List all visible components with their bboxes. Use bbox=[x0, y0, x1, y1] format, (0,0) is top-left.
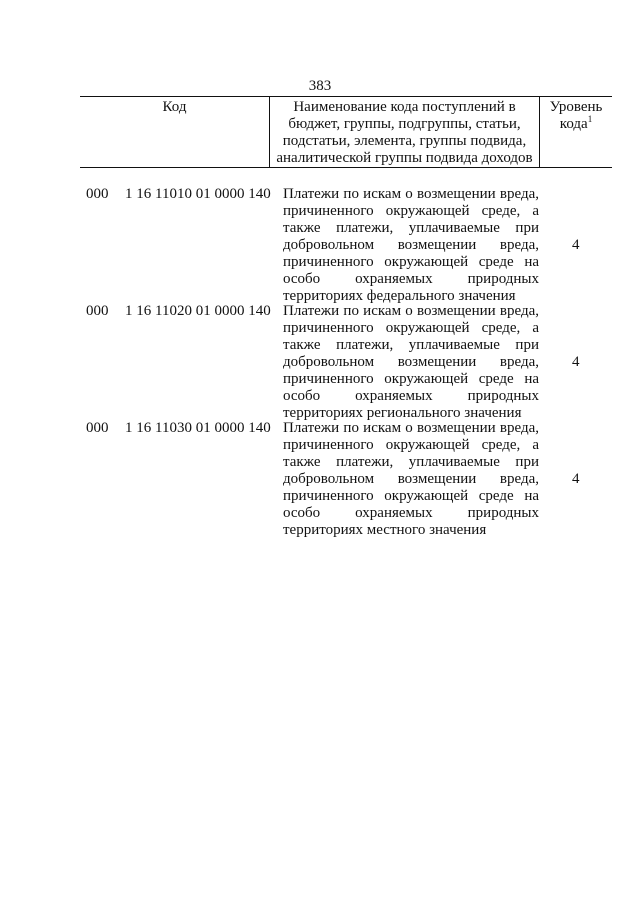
description-line: причиненного окружающей среде на bbox=[283, 488, 539, 504]
description-line: причиненного окружающей среде на bbox=[283, 254, 539, 270]
header-name-line: аналитической группы подвида доходов bbox=[276, 150, 533, 166]
admin-code: 000 bbox=[86, 186, 109, 202]
header-level bbox=[540, 99, 612, 133]
description-line: территориях регионального значения bbox=[283, 405, 522, 421]
code-level: 4 bbox=[572, 471, 580, 487]
table-body bbox=[80, 186, 612, 537]
description-line: причиненного окружающей среде, а bbox=[283, 320, 539, 336]
description-line: добровольном возмещении вреда, bbox=[283, 354, 539, 370]
admin-code: 000 bbox=[86, 420, 109, 436]
header-level-line: Уровень bbox=[549, 99, 603, 115]
header-name-line: Наименование кода поступлений в bbox=[293, 99, 516, 115]
header-level-word: кода bbox=[559, 116, 588, 132]
table-header bbox=[80, 96, 612, 168]
code-level: 4 bbox=[572, 354, 580, 370]
description-line: также платежи, уплачиваемые при bbox=[283, 220, 539, 236]
income-description bbox=[283, 420, 539, 539]
description-line: территориях федерального значения bbox=[283, 288, 516, 304]
table-row bbox=[80, 420, 612, 537]
description-line: Платежи по искам о возмещении вреда, bbox=[283, 303, 539, 319]
page-number: 383 bbox=[308, 78, 332, 94]
description-line: особо охраняемых природных bbox=[283, 271, 539, 287]
header-name bbox=[270, 99, 539, 167]
description-line: также платежи, уплачиваемые при bbox=[283, 454, 539, 470]
description-line: Платежи по искам о возмещении вреда, bbox=[283, 420, 539, 436]
income-code: 1 16 11030 01 0000 140 bbox=[125, 420, 271, 436]
description-line: Платежи по искам о возмещении вреда, bbox=[283, 186, 539, 202]
header-level-line bbox=[540, 116, 612, 133]
description-line: причиненного окружающей среде на bbox=[283, 371, 539, 387]
admin-code: 000 bbox=[86, 303, 109, 319]
income-description bbox=[283, 186, 539, 305]
description-line: особо охраняемых природных bbox=[283, 505, 539, 521]
table-row bbox=[80, 186, 612, 303]
description-line: также платежи, уплачиваемые при bbox=[283, 337, 539, 353]
header-name-line: подстатьи, элемента, группы подвида, bbox=[282, 133, 527, 149]
header-name-line: бюджет, группы, подгруппы, статьи, bbox=[288, 116, 521, 132]
income-description bbox=[283, 303, 539, 422]
description-line: добровольном возмещении вреда, bbox=[283, 471, 539, 487]
description-line: причиненного окружающей среде, а bbox=[283, 203, 539, 219]
table-row bbox=[80, 303, 612, 420]
footnote-marker: 1 bbox=[587, 114, 593, 124]
description-line: добровольном возмещении вреда, bbox=[283, 237, 539, 253]
description-line: территориях местного значения bbox=[283, 522, 487, 538]
description-line: причиненного окружающей среде, а bbox=[283, 437, 539, 453]
income-code: 1 16 11020 01 0000 140 bbox=[125, 303, 271, 319]
income-code: 1 16 11010 01 0000 140 bbox=[125, 186, 271, 202]
code-level: 4 bbox=[572, 237, 580, 253]
header-code: Код bbox=[162, 99, 187, 115]
description-line: особо охраняемых природных bbox=[283, 388, 539, 404]
